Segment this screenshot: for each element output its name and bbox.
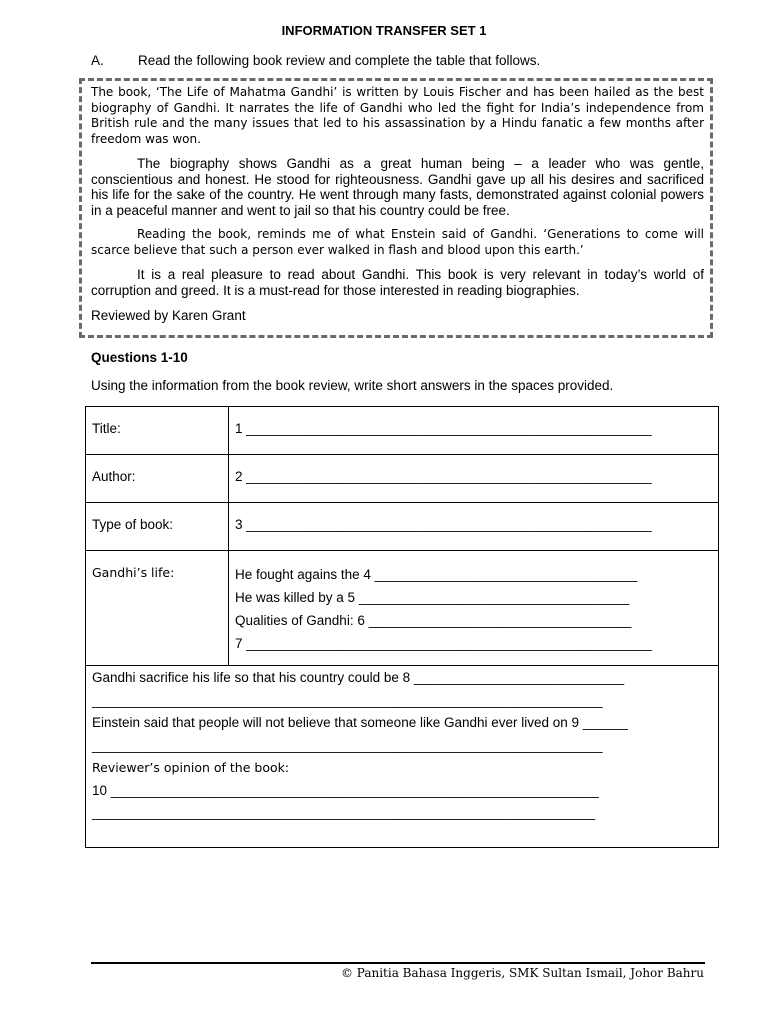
question-9[interactable]: Einstein said that people will not believe that someone like Gandhi ever lived on 9 ______: [92, 715, 628, 730]
gandhi-life-answers: [229, 551, 718, 665]
section-letter: A.: [91, 53, 104, 68]
answer-1-blank[interactable]: 1 ______________________________________________________: [235, 421, 652, 436]
type-of-book-label: Type of book:: [92, 517, 174, 532]
author-label: Author:: [92, 469, 136, 484]
review-signoff: Reviewed by Karen Grant: [91, 308, 246, 323]
question-10[interactable]: 10 _________________________________________________________________: [92, 782, 599, 798]
answer-6-blank[interactable]: Qualities of Gandhi: 6 ___________________________________: [235, 613, 632, 628]
review-paragraph-1: The book, ‘The Life of Mahatma Gandhi’ is written by Louis Fischer and has been hailed as the best biography of Gandhi. It narrates the life of Gandhi who led the fight for India’s independence from British rule and the many issues that led to his assassination by a Hindu fanatic a few months after freedom was won.: [91, 85, 704, 146]
question-8[interactable]: Gandhi sacrifice his life so that his country could be 8 ____________________________: [92, 670, 625, 685]
review-paragraph-2: The biography shows Gandhi as a great human being – a leader who was gentle, conscientious and honest. He stood for righteousness. Gandhi gave up all his desires and sacrificed his life for the sake of the country. He went through many fasts, demonstrated against colonial powers in a peaceful manner and went to jail so that his country could be free.: [91, 156, 704, 218]
answer-5-blank[interactable]: He was killed by a 5 ____________________________________: [235, 590, 630, 605]
review-paragraph-4: It is a real pleasure to read about Gandhi. This book is very relevant in today’s world of corruption and greed. It is a must-read for those interested in reading biographies.: [91, 267, 704, 298]
table-row: [86, 666, 719, 848]
review-paragraph-3: Reading the book, reminds me of what Enstein said of Gandhi. ‘Generations to come will scarce believe that such a person ever walked in flash and blood upon this earth.’: [91, 227, 704, 257]
answer-4-blank[interactable]: He fought agains the 4 ___________________________________: [235, 567, 638, 582]
answer-2-blank[interactable]: 2 ______________________________________________________: [235, 469, 652, 484]
question-9-continued[interactable]: ____________________________________________________________________: [92, 737, 603, 753]
table-row: [86, 407, 719, 455]
questions-instruction: Using the information from the book review, write short answers in the spaces provided.: [91, 378, 614, 393]
table-row: [86, 455, 719, 503]
page-title: INFORMATION TRANSFER SET 1: [281, 23, 487, 38]
section-instruction: [91, 53, 540, 68]
footer-divider: [91, 962, 705, 964]
question-8-continued[interactable]: ____________________________________________________________________: [92, 692, 603, 708]
answer-table: [85, 406, 719, 848]
footer-credit: © Panitia Bahasa Inggeris, SMK Sultan Ismail, Johor Bahru: [340, 966, 704, 980]
answer-7-blank[interactable]: 7 ______________________________________________________: [235, 636, 652, 651]
table-row: [86, 551, 719, 666]
gandhi-life-label: Gandhi’s life:: [92, 565, 175, 580]
answer-3-blank[interactable]: 3 ______________________________________________________: [235, 517, 652, 532]
title-label: Title:: [92, 421, 121, 436]
open-questions: [86, 666, 718, 847]
question-10-label: Reviewer’s opinion of the book:: [92, 760, 290, 775]
question-10-continued[interactable]: ___________________________________________________________________: [92, 805, 596, 820]
table-row: [86, 503, 719, 551]
section-instruction-text: Read the following book review and complete the table that follows.: [138, 53, 541, 68]
book-review: [91, 85, 704, 333]
questions-heading: Questions 1-10: [91, 350, 188, 365]
